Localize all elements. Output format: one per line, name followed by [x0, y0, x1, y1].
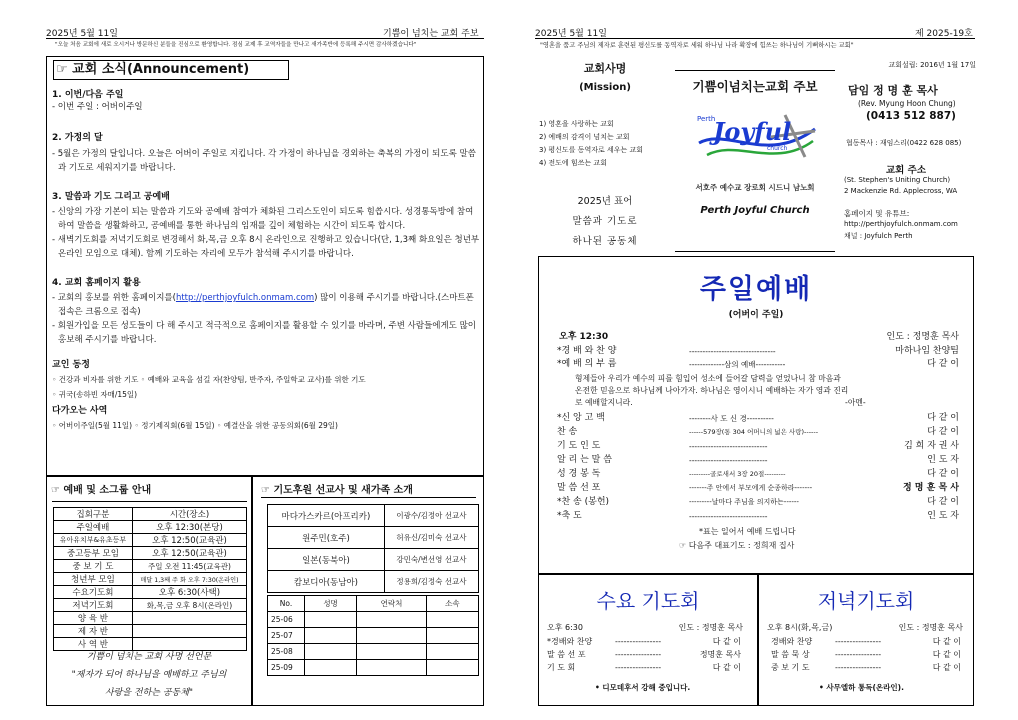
right-header-date: 2025년 5월 11일 [535, 29, 607, 39]
prayer-line-2: ◦ 귀국(송하빈 자매/15일) [52, 390, 138, 399]
order-item-label: *축 도 [557, 511, 582, 521]
standing-note: *표는 일어서 예배 드립니다 [699, 527, 796, 536]
table-row: 유아유치부&유초등부 오후 12:50(교육관) [54, 534, 247, 547]
order-item-person: 다 같 이 [927, 359, 959, 369]
bulletin-title: 기쁨이넘치는교회 주보 [692, 79, 818, 94]
evening-note: • 사무엘하 통독(온라인). [819, 683, 904, 692]
mission-statement-line-2: 사랑을 전하는 공동체" [104, 688, 194, 698]
address-line-2: 2 Mackenzie Rd. Applecross, WA [844, 187, 958, 195]
call-text-3: 로 예배할지니라. [575, 398, 633, 407]
section-3-heading: 3. 말씀과 기도 그리고 공예배 [52, 192, 170, 202]
wednesday-time: 오후 6:30 [547, 623, 583, 632]
table-row: 중고등부 모임 오후 12:50(교육관) [54, 547, 247, 560]
amen-text: -아멘- [845, 398, 866, 407]
section-1-heading: 1. 이번/다음 주일 [52, 90, 124, 100]
order-item-label: *경배와 찬양 [547, 637, 593, 646]
upcoming-heading: 다가오는 사역 [52, 406, 108, 416]
evening-leader: 인도 : 정명훈 목사 [898, 623, 963, 632]
table-row: 마다가스카르(아프리카) 이광수/김정아 선교사 [268, 505, 479, 527]
order-item-person: 다 같 이 [932, 650, 961, 659]
order-item-person: 다 같 이 [927, 469, 959, 479]
church-logo: Perth Joyful church [687, 107, 823, 177]
section-2-line: - 5월은 가정의 달입니다. 오늘은 어버이 주일로 지킵니다. 각 가정이 하나님을 경외하는 축복의 가정이 되도록 말씀과 기도로 세워지기를 바랍니다. [52, 149, 476, 173]
order-item-desc: ---------골로새서 3장 20절--------- [689, 470, 786, 478]
announcement-box [46, 56, 484, 476]
order-item-label: 기 도 회 [547, 663, 576, 672]
order-item-label: *예 배 의 부 름 [557, 359, 617, 369]
evening-prayer-box [758, 574, 974, 706]
logo-wordmark: Joyful [713, 117, 792, 146]
section-4-line-1: - 교회의 홍보를 위한 홈페이지를(http://perthjoyfulch.onmam.com) 많이 이용해 주시기를 바랍니다.(스마트폰 접속은 크롬으로 접속) [52, 293, 474, 317]
address-heading: 교회 주소 [886, 165, 927, 176]
motto-line-2: 하나된 공동체 [572, 236, 638, 247]
call-text-1: 형제들아 우리가 예수의 피를 힘입어 성소에 들어갈 담력을 얻었나니 참 마음과 [575, 374, 841, 383]
co-pastor: 협동목사 : 재임스리(0422 628 085) [846, 139, 962, 147]
order-item-person: 다 같 이 [927, 427, 959, 437]
website-url[interactable]: http://perthjoyfulch.onmam.com [844, 220, 958, 228]
left-header-date: 2025년 5월 11일 [46, 29, 118, 39]
new-family-table: No. 성명 연락처 소속 25-06 25-07 25-08 25-09 [267, 595, 479, 676]
prayer-line-1: ◦ 건강과 비자를 위한 기도 ◦ 예배와 교육을 섬길 자(찬양팀, 반주자, 주일학교 교사)를 위한 기도 [52, 375, 366, 384]
center-logo-block [675, 70, 835, 252]
order-item-desc: -------------------------------- [689, 347, 776, 356]
wednesday-leader: 인도 : 정명훈 목사 [678, 623, 743, 632]
mission-item: 2) 예배의 감격이 넘치는 교회 [539, 133, 630, 141]
table-row: 25-08 [268, 644, 479, 660]
order-item-desc: -------주 안에서 부모에게 순종하라------- [689, 484, 813, 492]
order-item-label: *신 앙 고 백 [557, 413, 605, 423]
mission-statement-title: 기쁨이 넘치는 교회 사명 선언문 [86, 652, 212, 662]
order-item-label: 중 보 기 도 [771, 663, 810, 672]
prayer-heading: 교인 동정 [52, 360, 90, 370]
order-item-label: 알 리 는 말 씀 [557, 455, 612, 465]
evening-time: 오후 8시(화,목,금) [767, 623, 833, 632]
wednesday-prayer-box [538, 574, 758, 706]
mission-subtitle: (Mission) [579, 82, 631, 93]
order-item-label: *경 배 와 찬 양 [557, 346, 617, 356]
order-item-label: 성 경 봉 독 [557, 469, 601, 479]
website-heading: 홈페이지 및 유튜브: [844, 209, 910, 218]
order-item-desc: ------579장(통 304 어머니의 넓은 사랑)------ [689, 428, 819, 436]
table-row: 수요기도회 오후 6:30(사택) [54, 586, 247, 599]
korean-church-name: 서호주 예수교 장로회 시드니 남노회 [695, 183, 815, 192]
next-prayer-note: ☞ 다음주 대표기도 : 정희재 집사 [679, 541, 795, 550]
table-row: 일본(동북아) 강민숙/변선영 선교사 [268, 549, 479, 571]
order-item-desc: -------------삼의 예배----------- [689, 360, 786, 369]
order-item-person: 마하나임 찬양팀 [895, 346, 959, 356]
order-item-person: 다 같 이 [712, 637, 741, 646]
announcement-title: ☞ 교회 소식(Announcement) [53, 60, 289, 80]
mission-statement-line-1: "제자가 되어 하나님을 예배하고 주님의 [71, 670, 227, 680]
order-item-person: 다 같 이 [927, 497, 959, 507]
order-item-person: 인 도 자 [927, 455, 959, 465]
english-church-name: Perth Joyful Church [700, 205, 810, 216]
order-item-desc: ---------------- [835, 637, 882, 646]
left-header-rule [46, 38, 484, 39]
address-line-1: (St. Stephen's Uniting Church) [844, 176, 951, 184]
order-item-person: 다 같 이 [932, 637, 961, 646]
order-item-desc: ---------------- [615, 650, 662, 659]
mission-item: 3) 평신도를 동역자로 세우는 교회 [539, 146, 643, 154]
table-row: 25-09 [268, 660, 479, 676]
order-item-label: 기 도 인 도 [557, 441, 601, 451]
mission-item: 1) 영혼을 사랑하는 교회 [539, 120, 614, 128]
order-item-desc: ---------------- [615, 637, 662, 646]
sunday-worship-box [538, 256, 974, 574]
evening-title: 저녁기도회 [817, 589, 915, 613]
worship-leader: 인도 : 정명훈 목사 [886, 332, 959, 342]
section-2-heading: 2. 가정의 달 [52, 133, 103, 143]
schedule-box [46, 476, 252, 706]
order-item-desc: ---------------- [835, 663, 882, 672]
schedule-title: ☞ 예배 및 소그룹 안내 [51, 485, 152, 496]
upcoming-line: ◦ 어버이주일(5월 11일) ◦ 정기제직회(6월 15일) ◦ 예결산을 위한 공동의회(6월 29일) [52, 421, 338, 430]
section-4-line-2: - 회원가입을 모든 성도들이 다 해 주시고 적극적으로 홈페이지를 활용할 수 있기를 바라며, 주변 사람들에게도 많이 홍보해 주시기를 바랍니다. [52, 321, 477, 345]
wednesday-note: • 디모데후서 강해 중입니다. [595, 683, 691, 692]
order-item-desc: ----------------------------- [689, 512, 768, 521]
table-row: 양 육 반 [54, 612, 247, 625]
table-row: 청년부 모임 매달 1,3째 주 화 오후 7:30(온라인) [54, 573, 247, 586]
missionaries-title: ☞ 기도후원 선교사 및 새가족 소개 [261, 485, 413, 496]
order-item-desc: ---------------- [835, 650, 882, 659]
order-item-person: 김 희 자 권 사 [904, 441, 959, 451]
mission-block [535, 56, 675, 252]
table-row: 25-07 [268, 628, 479, 644]
order-item-label: 말 씀 선 포 [557, 483, 601, 493]
schedule-table [53, 507, 247, 651]
right-vision-line: "영혼을 품고 주님의 제자로 훈련된 평신도를 동역자로 세워 하나님 나라 확장에 힘쓰는 하나님이 기뻐하시는 교회" [540, 42, 854, 49]
order-item-desc: ---------------- [615, 663, 662, 672]
call-text-2: 온전한 믿음으로 하나님께 나아가자. 하나님은 영이시니 예배하는 자가 영과 진리 [575, 386, 849, 395]
order-item-label: 말 씀 묵 상 [771, 650, 810, 659]
homepage-link[interactable]: http://perthjoyfulch.onmam.com [175, 293, 315, 303]
order-item-desc: ----------------------------- [689, 442, 768, 451]
order-item-person: 다 같 이 [927, 413, 959, 423]
missionaries-table [267, 504, 479, 593]
order-item-label: 찬 송 [557, 427, 578, 437]
pastor-phone: (0413 512 887) [866, 110, 956, 122]
youtube-channel: 채널 : Joyfulch Perth [844, 232, 913, 240]
founded-date: 교회설립: 2016년 1월 17일 [888, 61, 976, 69]
motto-year: 2025년 표어 [577, 196, 633, 207]
order-item-label: 경배와 찬양 [771, 637, 813, 646]
order-item-person: 정 명 훈 목 사 [902, 483, 959, 493]
info-block [840, 58, 980, 254]
order-item-desc: ---------날마다 주님을 의지하는------ [689, 498, 799, 506]
section-4-heading: 4. 교회 홈페이지 활용 [52, 278, 141, 288]
table-row: 원주민(호주) 허유신/김미숙 선교사 [268, 527, 479, 549]
table-row: 저녁기도회 화,목,금 오후 8시(온라인) [54, 599, 247, 612]
order-item-person: 다 같 이 [712, 663, 741, 672]
wednesday-title: 수요 기도회 [596, 589, 700, 613]
worship-subtitle: (어버이 주일) [728, 310, 784, 320]
right-header-rule [535, 38, 975, 39]
worship-time: 오후 12:30 [559, 332, 609, 342]
table-row: 25-06 [268, 612, 479, 628]
section-3-line-2: - 새벽기도회를 저녁기도회로 변경해서 화,목,금 오후 8시 온라인으로 진행하고 있습니다(단, 1,3째 화요일은 청년부 온라인 모임으로 대체). 함께 기도하는 자리에 모두가 참석해 주시기를 바랍니다. [52, 235, 480, 259]
pastor-english: (Rev. Myung Hoon Chung) [858, 99, 956, 108]
pastor-name: 담임 정 명 훈 목사 [848, 84, 938, 97]
mission-item: 4) 전도에 힘쓰는 교회 [539, 159, 607, 167]
order-item-person: 인 도 자 [927, 511, 959, 521]
table-row: 캄보디아(동남아) 정용희/김정숙 선교사 [268, 571, 479, 593]
order-item-desc: ----------------------------- [689, 456, 768, 465]
table-row: 제 자 반 [54, 625, 247, 638]
schedule-header-time: 시간(장소) [132, 508, 246, 521]
mission-title: 교회사명 [583, 62, 627, 75]
order-item-person: 다 같 이 [932, 663, 961, 672]
section-3-line-1: - 신앙의 가장 기본이 되는 말씀과 기도와 공예배 참여가 체화된 그리스도인이 되도록 힘씁시다. 성경통독방에 참여하여 말씀을 생활화하고, 공예배를 통한 하나님의 임재를 깊이 체험하는 시간이 되도록 합시다. [52, 207, 474, 231]
right-header-issue: 제 2025-19호 [915, 29, 973, 39]
schedule-header-type: 집회구분 [54, 508, 133, 521]
table-row: 중 보 기 도 주일 오전 11:45(교육관) [54, 560, 247, 573]
order-item-desc: --------사 도 신 경---------- [689, 414, 774, 423]
order-item-label: *찬 송 (봉헌) [557, 497, 610, 507]
order-item-person: 정명훈 목사 [699, 650, 741, 659]
order-item-label: 말 씀 선 포 [547, 650, 586, 659]
table-row: 사 역 반 [54, 638, 247, 651]
table-row: 주일예배 오후 12:30(본당) [54, 521, 247, 534]
worship-title: 주일예배 [699, 274, 813, 305]
section-1-line: - 이번 주일 : 어버이주일 [52, 102, 143, 112]
motto-line-1: 말씀과 기도로 [572, 216, 638, 227]
left-welcome-line: "오늘 처음 교회에 새로 오시거나 방문하신 분들을 진심으로 환영합니다. 점심 교제 후 교역자들을 만나고 새가족반에 등록해 주시면 감사하겠습니다" [55, 42, 417, 48]
missionaries-box [252, 476, 484, 706]
left-header-title: 기쁨이 넘치는 교회 주보 [383, 29, 479, 39]
